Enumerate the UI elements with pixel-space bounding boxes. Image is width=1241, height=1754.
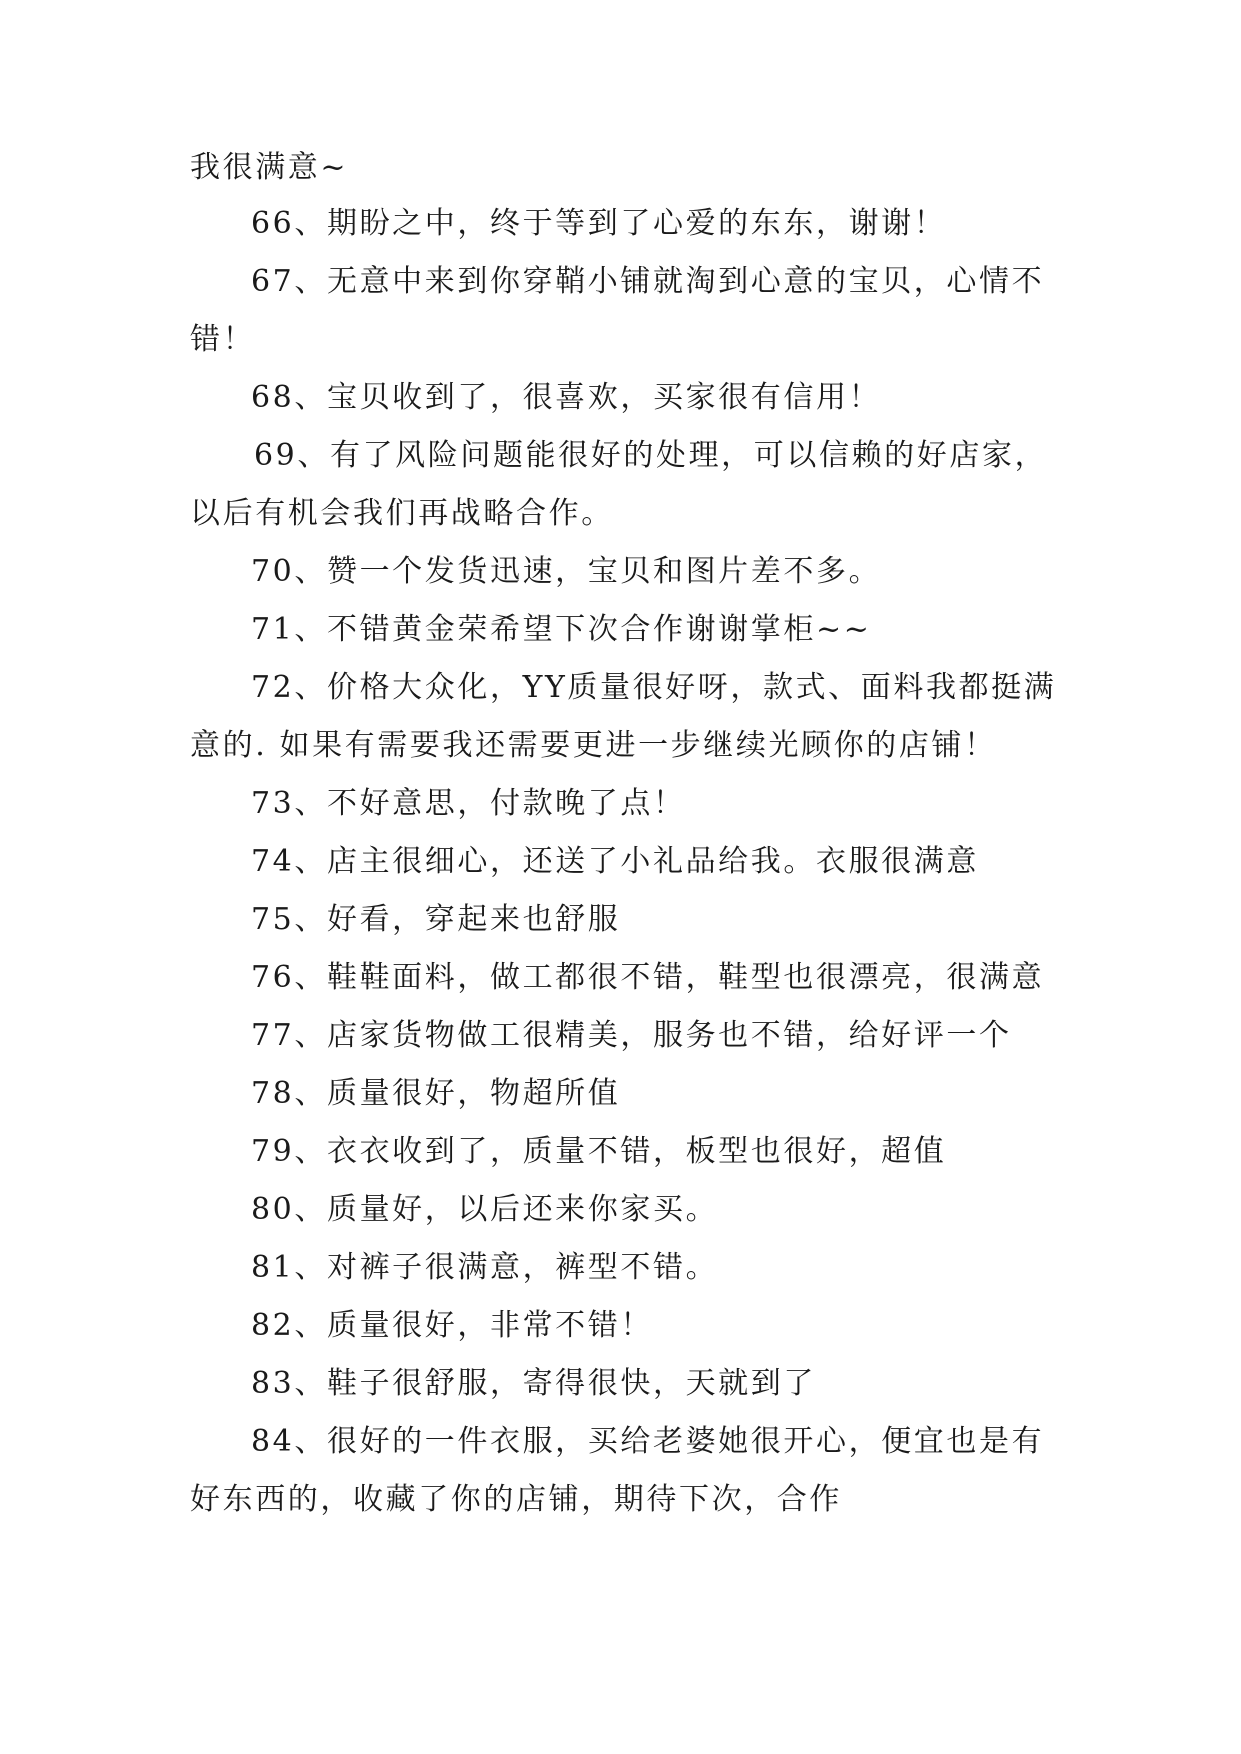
text-line: 71、不错黄金荣希望下次合作谢谢掌柜~~ xyxy=(251,612,872,647)
text-line: 69、有了风险问题能很好的处理，可以信赖的好店家， xyxy=(254,438,1048,473)
text-line: 以后有机会我们再战略合作。 xyxy=(190,496,614,531)
text-line: 80、质量好，以后还来你家买。 xyxy=(251,1192,719,1227)
text-line: 77、店家货物做工很精美，服务也不错，给好评一个 xyxy=(251,1018,1012,1053)
text-line: 75、好看，穿起来也舒服 xyxy=(251,902,621,937)
text-line: 好东西的，收藏了你的店铺，期待下次，合作 xyxy=(190,1482,842,1517)
text-line: 意的. 如果有需要我还需要更进一步继续光顾你的店铺！ xyxy=(190,728,997,763)
text-line: 67、无意中来到你穿鞘小铺就淘到心意的宝贝，心情不 xyxy=(251,264,1045,299)
text-line: 78、质量很好，物超所值 xyxy=(251,1076,621,1111)
text-line: 83、鞋子很舒服，寄得很快，天就到了 xyxy=(251,1366,816,1401)
text-line: 68、宝贝收到了，很喜欢，买家很有信用！ xyxy=(251,380,882,415)
text-line: 66、期盼之中，终于等到了心爱的东东，谢谢！ xyxy=(251,206,947,241)
text-line: 79、衣衣收到了，质量不错，板型也很好，超值 xyxy=(251,1134,947,1169)
text-line: 82、质量很好，非常不错！ xyxy=(251,1308,653,1343)
text-line: 84、很好的一件衣服，买给老婆她很开心，便宜也是有 xyxy=(251,1424,1045,1459)
text-line: 我很满意~ xyxy=(190,150,349,185)
text-line: 74、店主很细心，还送了小礼品给我。衣服很满意 xyxy=(251,844,979,879)
text-line: 81、对裤子很满意，裤型不错。 xyxy=(251,1250,719,1285)
text-line: 72、价格大众化，YY质量很好呀，款式、面料我都挺满 xyxy=(251,670,1057,705)
text-line: 错！ xyxy=(190,322,256,357)
text-line: 73、不好意思，付款晚了点！ xyxy=(251,786,686,821)
text-line: 70、赞一个发货迅速，宝贝和图片差不多。 xyxy=(251,554,882,589)
text-line: 76、鞋鞋面料，做工都很不错，鞋型也很漂亮，很满意 xyxy=(251,960,1045,995)
